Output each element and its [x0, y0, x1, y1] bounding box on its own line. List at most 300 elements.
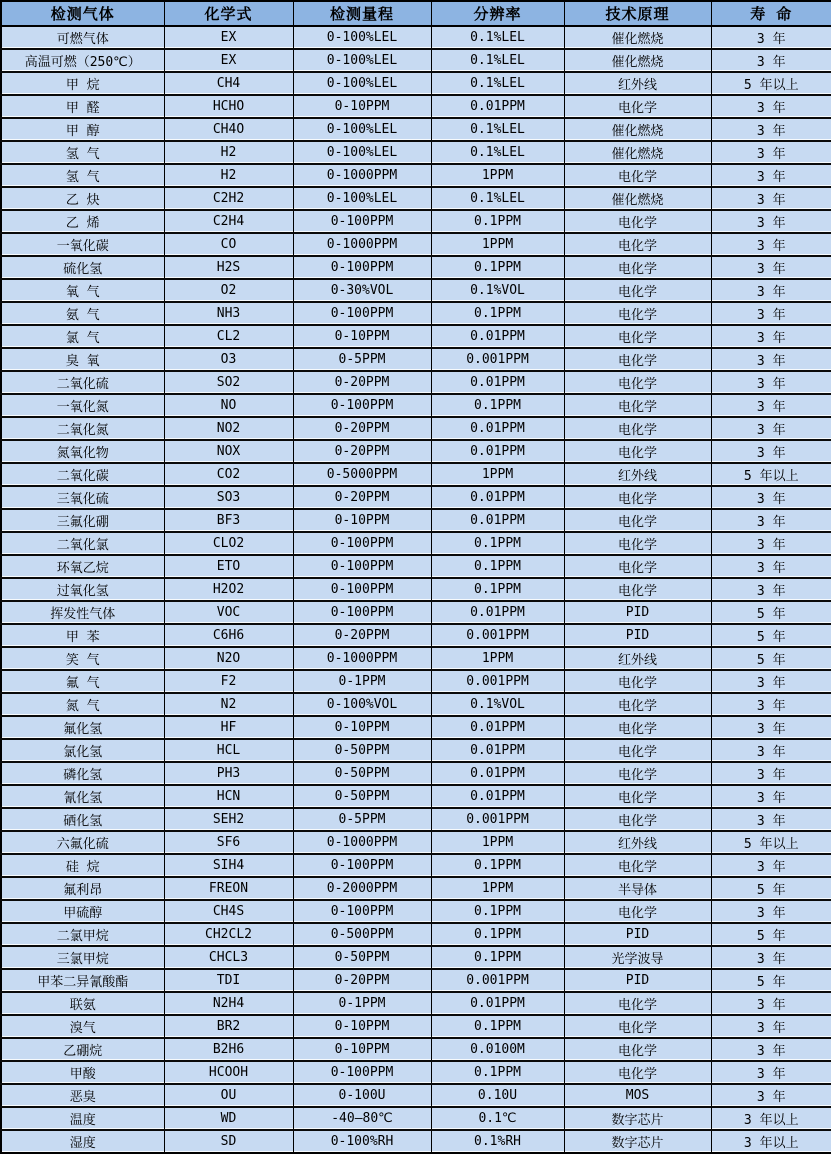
table-row [1, 877, 831, 900]
cell-chemical-formula: HCOOH [164, 1061, 293, 1084]
cell-tech-principle: 半导体 [564, 877, 711, 900]
cell-resolution: 0.01PPM [431, 601, 564, 624]
cell-lifespan: 3 年 [711, 164, 831, 187]
cell-lifespan: 3 年 [711, 371, 831, 394]
cell-lifespan: 5 年以上 [711, 72, 831, 95]
cell-tech-principle: 电化学 [564, 854, 711, 877]
cell-resolution: 0.1%LEL [431, 26, 564, 49]
cell-resolution: 0.1℃ [431, 1107, 564, 1130]
cell-tech-principle: 电化学 [564, 555, 711, 578]
table-row [1, 785, 831, 808]
cell-gas-name: 联氨 [1, 992, 164, 1015]
cell-chemical-formula: SO3 [164, 486, 293, 509]
cell-tech-principle: 催化燃烧 [564, 49, 711, 72]
cell-gas-name: 甲酸 [1, 1061, 164, 1084]
cell-gas-name: 甲硫醇 [1, 900, 164, 923]
cell-tech-principle: 电化学 [564, 486, 711, 509]
cell-lifespan: 3 年 [711, 739, 831, 762]
cell-detection-range: 0-10PPM [293, 1015, 431, 1038]
cell-lifespan: 3 年 [711, 1084, 831, 1107]
cell-chemical-formula: SO2 [164, 371, 293, 394]
table-row [1, 601, 831, 624]
cell-lifespan: 3 年 [711, 210, 831, 233]
table-row [1, 693, 831, 716]
cell-lifespan: 3 年 [711, 1061, 831, 1084]
cell-resolution: 1PPM [431, 233, 564, 256]
cell-resolution: 0.001PPM [431, 624, 564, 647]
cell-detection-range: 0-20PPM [293, 624, 431, 647]
cell-chemical-formula: H2 [164, 141, 293, 164]
cell-lifespan: 3 年 [711, 532, 831, 555]
cell-detection-range: 0-2000PPM [293, 877, 431, 900]
cell-gas-name: 挥发性气体 [1, 601, 164, 624]
cell-resolution: 0.1%LEL [431, 118, 564, 141]
table-row [1, 923, 831, 946]
table-row [1, 900, 831, 923]
cell-gas-name: 环氧乙烷 [1, 555, 164, 578]
cell-chemical-formula: EX [164, 49, 293, 72]
table-row [1, 716, 831, 739]
cell-tech-principle: 电化学 [564, 371, 711, 394]
cell-tech-principle: 电化学 [564, 693, 711, 716]
table-row [1, 417, 831, 440]
table-row [1, 141, 831, 164]
cell-chemical-formula: FREON [164, 877, 293, 900]
table-row [1, 348, 831, 371]
cell-chemical-formula: PH3 [164, 762, 293, 785]
cell-lifespan: 3 年 [711, 302, 831, 325]
cell-detection-range: 0-1PPM [293, 992, 431, 1015]
cell-resolution: 0.1PPM [431, 532, 564, 555]
cell-detection-range: 0-100U [293, 1084, 431, 1107]
cell-lifespan: 5 年 [711, 647, 831, 670]
table-row [1, 578, 831, 601]
table-row [1, 854, 831, 877]
cell-tech-principle: MOS [564, 1084, 711, 1107]
cell-detection-range: 0-20PPM [293, 371, 431, 394]
cell-resolution: 0.01PPM [431, 417, 564, 440]
cell-lifespan: 3 年 [711, 762, 831, 785]
cell-tech-principle: 红外线 [564, 647, 711, 670]
cell-detection-range: 0-1000PPM [293, 831, 431, 854]
cell-chemical-formula: NO [164, 394, 293, 417]
cell-resolution: 0.1PPM [431, 1015, 564, 1038]
cell-tech-principle: 光学波导 [564, 946, 711, 969]
cell-gas-name: 二氧化氯 [1, 532, 164, 555]
cell-gas-name: 氮 气 [1, 693, 164, 716]
cell-chemical-formula: C2H4 [164, 210, 293, 233]
cell-detection-range: 0-50PPM [293, 946, 431, 969]
cell-gas-name: 氟化氢 [1, 716, 164, 739]
table-row [1, 946, 831, 969]
cell-chemical-formula: CHCL3 [164, 946, 293, 969]
cell-detection-range: 0-100PPM [293, 302, 431, 325]
cell-lifespan: 3 年 [711, 670, 831, 693]
table-row [1, 1107, 831, 1130]
cell-gas-name: 湿度 [1, 1130, 164, 1153]
cell-tech-principle: 电化学 [564, 1015, 711, 1038]
cell-chemical-formula: HF [164, 716, 293, 739]
cell-tech-principle: 电化学 [564, 233, 711, 256]
cell-resolution: 0.01PPM [431, 739, 564, 762]
cell-lifespan: 3 年 [711, 417, 831, 440]
cell-gas-name: 三氟化硼 [1, 509, 164, 532]
cell-lifespan: 3 年 [711, 578, 831, 601]
cell-detection-range: 0-10PPM [293, 95, 431, 118]
table-row [1, 739, 831, 762]
cell-gas-name: 一氧化氮 [1, 394, 164, 417]
table-row [1, 1130, 831, 1153]
cell-detection-range: 0-1000PPM [293, 164, 431, 187]
cell-gas-name: 乙 炔 [1, 187, 164, 210]
cell-gas-name: 过氧化氢 [1, 578, 164, 601]
cell-gas-name: 氮氧化物 [1, 440, 164, 463]
cell-tech-principle: PID [564, 601, 711, 624]
cell-tech-principle: 电化学 [564, 417, 711, 440]
cell-detection-range: 0-100PPM [293, 578, 431, 601]
column-header-resolution: 分辨率 [431, 1, 564, 26]
cell-lifespan: 5 年 [711, 923, 831, 946]
cell-detection-range: 0-100PPM [293, 394, 431, 417]
cell-lifespan: 3 年 [711, 118, 831, 141]
cell-detection-range: 0-100%LEL [293, 118, 431, 141]
cell-chemical-formula: CH4S [164, 900, 293, 923]
table-row [1, 647, 831, 670]
cell-chemical-formula: C2H2 [164, 187, 293, 210]
table-row [1, 26, 831, 49]
table-row [1, 49, 831, 72]
cell-lifespan: 3 年 [711, 992, 831, 1015]
cell-lifespan: 3 年 [711, 440, 831, 463]
table-row [1, 1061, 831, 1084]
cell-lifespan: 3 年 [711, 26, 831, 49]
cell-detection-range: 0-50PPM [293, 762, 431, 785]
cell-tech-principle: 电化学 [564, 95, 711, 118]
cell-chemical-formula: NO2 [164, 417, 293, 440]
table-row [1, 164, 831, 187]
cell-lifespan: 3 年 [711, 233, 831, 256]
cell-chemical-formula: BF3 [164, 509, 293, 532]
cell-gas-name: 氢 气 [1, 164, 164, 187]
cell-detection-range: 0-100PPM [293, 532, 431, 555]
cell-resolution: 1PPM [431, 463, 564, 486]
cell-chemical-formula: CH4 [164, 72, 293, 95]
cell-resolution: 0.001PPM [431, 670, 564, 693]
cell-tech-principle: 催化燃烧 [564, 141, 711, 164]
cell-lifespan: 5 年 [711, 601, 831, 624]
cell-chemical-formula: CO2 [164, 463, 293, 486]
cell-gas-name: 氯化氢 [1, 739, 164, 762]
cell-chemical-formula: CH4O [164, 118, 293, 141]
cell-tech-principle: 电化学 [564, 900, 711, 923]
cell-resolution: 0.1PPM [431, 1061, 564, 1084]
cell-resolution: 0.1PPM [431, 302, 564, 325]
cell-gas-name: 乙硼烷 [1, 1038, 164, 1061]
cell-chemical-formula: CL2 [164, 325, 293, 348]
cell-detection-range: 0-100PPM [293, 1061, 431, 1084]
cell-tech-principle: 数字芯片 [564, 1130, 711, 1153]
cell-tech-principle: 电化学 [564, 509, 711, 532]
cell-detection-range: 0-100PPM [293, 854, 431, 877]
cell-chemical-formula: CO [164, 233, 293, 256]
cell-resolution: 0.01PPM [431, 440, 564, 463]
table-row [1, 325, 831, 348]
cell-chemical-formula: N2H4 [164, 992, 293, 1015]
cell-tech-principle: 电化学 [564, 394, 711, 417]
table-row [1, 555, 831, 578]
cell-chemical-formula: HCHO [164, 95, 293, 118]
cell-resolution: 0.1PPM [431, 555, 564, 578]
cell-lifespan: 3 年 [711, 716, 831, 739]
cell-tech-principle: 数字芯片 [564, 1107, 711, 1130]
cell-gas-name: 乙 烯 [1, 210, 164, 233]
cell-tech-principle: 电化学 [564, 440, 711, 463]
table-row [1, 509, 831, 532]
cell-chemical-formula: H2O2 [164, 578, 293, 601]
cell-resolution: 1PPM [431, 877, 564, 900]
cell-gas-name: 三氧化硫 [1, 486, 164, 509]
cell-chemical-formula: NH3 [164, 302, 293, 325]
table-row [1, 1038, 831, 1061]
cell-chemical-formula: F2 [164, 670, 293, 693]
cell-chemical-formula: H2S [164, 256, 293, 279]
cell-gas-name: 二氧化氮 [1, 417, 164, 440]
cell-tech-principle: 电化学 [564, 164, 711, 187]
cell-chemical-formula: H2 [164, 164, 293, 187]
cell-chemical-formula: CH2CL2 [164, 923, 293, 946]
cell-tech-principle: 电化学 [564, 1038, 711, 1061]
cell-chemical-formula: SIH4 [164, 854, 293, 877]
cell-resolution: 0.1%VOL [431, 279, 564, 302]
table-row [1, 210, 831, 233]
cell-chemical-formula: SD [164, 1130, 293, 1153]
cell-detection-range: 0-100%LEL [293, 26, 431, 49]
cell-gas-name: 甲 烷 [1, 72, 164, 95]
table-row [1, 302, 831, 325]
cell-gas-name: 磷化氢 [1, 762, 164, 785]
cell-lifespan: 3 年 [711, 946, 831, 969]
cell-tech-principle: 电化学 [564, 210, 711, 233]
cell-resolution: 0.0100M [431, 1038, 564, 1061]
cell-resolution: 0.1%VOL [431, 693, 564, 716]
cell-resolution: 0.10U [431, 1084, 564, 1107]
cell-chemical-formula: CLO2 [164, 532, 293, 555]
table-row [1, 486, 831, 509]
cell-detection-range: 0-1000PPM [293, 647, 431, 670]
cell-lifespan: 5 年 [711, 877, 831, 900]
cell-resolution: 0.1PPM [431, 923, 564, 946]
cell-gas-name: 硫化氢 [1, 256, 164, 279]
cell-resolution: 1PPM [431, 647, 564, 670]
cell-tech-principle: 电化学 [564, 348, 711, 371]
table-row [1, 992, 831, 1015]
cell-resolution: 0.1PPM [431, 854, 564, 877]
cell-lifespan: 3 年 [711, 785, 831, 808]
cell-lifespan: 5 年以上 [711, 463, 831, 486]
cell-tech-principle: 电化学 [564, 670, 711, 693]
cell-tech-principle: 红外线 [564, 463, 711, 486]
cell-lifespan: 3 年 [711, 854, 831, 877]
table-row [1, 394, 831, 417]
cell-resolution: 0.01PPM [431, 992, 564, 1015]
table-row [1, 532, 831, 555]
cell-lifespan: 5 年以上 [711, 831, 831, 854]
cell-tech-principle: PID [564, 969, 711, 992]
table-row [1, 624, 831, 647]
cell-detection-range: 0-100PPM [293, 210, 431, 233]
cell-lifespan: 3 年 [711, 509, 831, 532]
cell-gas-name: 氟利昂 [1, 877, 164, 900]
cell-detection-range: 0-5PPM [293, 348, 431, 371]
cell-gas-name: 六氟化硫 [1, 831, 164, 854]
cell-detection-range: 0-100%LEL [293, 141, 431, 164]
column-header-range: 检测量程 [293, 1, 431, 26]
cell-gas-name: 氧 气 [1, 279, 164, 302]
cell-detection-range: 0-100PPM [293, 555, 431, 578]
cell-gas-name: 氰化氢 [1, 785, 164, 808]
cell-resolution: 0.1%LEL [431, 72, 564, 95]
cell-detection-range: 0-5000PPM [293, 463, 431, 486]
cell-resolution: 0.001PPM [431, 808, 564, 831]
cell-tech-principle: 红外线 [564, 72, 711, 95]
cell-gas-name: 甲 醛 [1, 95, 164, 118]
cell-resolution: 0.1PPM [431, 394, 564, 417]
cell-chemical-formula: N2O [164, 647, 293, 670]
cell-detection-range: 0-20PPM [293, 440, 431, 463]
cell-tech-principle: PID [564, 624, 711, 647]
cell-resolution: 0.1PPM [431, 900, 564, 923]
cell-chemical-formula: ETO [164, 555, 293, 578]
cell-chemical-formula: TDI [164, 969, 293, 992]
cell-resolution: 0.01PPM [431, 486, 564, 509]
cell-tech-principle: 电化学 [564, 716, 711, 739]
cell-lifespan: 3 年以上 [711, 1130, 831, 1153]
cell-gas-name: 温度 [1, 1107, 164, 1130]
cell-chemical-formula: O2 [164, 279, 293, 302]
cell-chemical-formula: OU [164, 1084, 293, 1107]
cell-resolution: 0.01PPM [431, 762, 564, 785]
cell-lifespan: 3 年 [711, 49, 831, 72]
cell-gas-name: 二氧化碳 [1, 463, 164, 486]
cell-gas-name: 臭 氧 [1, 348, 164, 371]
table-row [1, 762, 831, 785]
cell-detection-range: 0-100%RH [293, 1130, 431, 1153]
cell-tech-principle: 电化学 [564, 279, 711, 302]
cell-detection-range: 0-5PPM [293, 808, 431, 831]
cell-gas-name: 氟 气 [1, 670, 164, 693]
cell-chemical-formula: C6H6 [164, 624, 293, 647]
cell-lifespan: 3 年 [711, 279, 831, 302]
table-row [1, 118, 831, 141]
cell-lifespan: 3 年 [711, 808, 831, 831]
cell-gas-name: 甲 苯 [1, 624, 164, 647]
cell-resolution: 0.01PPM [431, 716, 564, 739]
cell-lifespan: 3 年 [711, 1015, 831, 1038]
cell-resolution: 0.1%LEL [431, 49, 564, 72]
cell-gas-name: 高温可燃（250℃） [1, 49, 164, 72]
cell-gas-name: 可燃气体 [1, 26, 164, 49]
cell-detection-range: 0-100PPM [293, 256, 431, 279]
cell-detection-range: 0-10PPM [293, 325, 431, 348]
cell-chemical-formula: BR2 [164, 1015, 293, 1038]
cell-chemical-formula: N2 [164, 693, 293, 716]
cell-gas-name: 笑 气 [1, 647, 164, 670]
cell-resolution: 0.01PPM [431, 325, 564, 348]
cell-detection-range: 0-20PPM [293, 486, 431, 509]
cell-gas-name: 硅 烷 [1, 854, 164, 877]
table-row [1, 831, 831, 854]
cell-tech-principle: PID [564, 923, 711, 946]
cell-resolution: 0.1%LEL [431, 141, 564, 164]
cell-chemical-formula: WD [164, 1107, 293, 1130]
cell-resolution: 0.01PPM [431, 509, 564, 532]
cell-detection-range: 0-100%LEL [293, 187, 431, 210]
cell-detection-range: 0-500PPM [293, 923, 431, 946]
cell-resolution: 0.01PPM [431, 785, 564, 808]
table-header-row [1, 1, 831, 26]
cell-lifespan: 3 年 [711, 394, 831, 417]
cell-chemical-formula: HCL [164, 739, 293, 762]
cell-tech-principle: 电化学 [564, 762, 711, 785]
cell-lifespan: 3 年 [711, 1038, 831, 1061]
table-row [1, 670, 831, 693]
cell-lifespan: 3 年 [711, 141, 831, 164]
cell-chemical-formula: HCN [164, 785, 293, 808]
cell-tech-principle: 电化学 [564, 578, 711, 601]
cell-lifespan: 5 年 [711, 969, 831, 992]
cell-detection-range: 0-1PPM [293, 670, 431, 693]
cell-tech-principle: 电化学 [564, 808, 711, 831]
column-header-lifespan: 寿 命 [711, 1, 831, 26]
cell-detection-range: -40—80℃ [293, 1107, 431, 1130]
cell-tech-principle: 红外线 [564, 831, 711, 854]
table-body [1, 26, 831, 1153]
cell-resolution: 1PPM [431, 831, 564, 854]
cell-gas-name: 甲 醇 [1, 118, 164, 141]
cell-lifespan: 3 年 [711, 900, 831, 923]
cell-lifespan: 3 年以上 [711, 1107, 831, 1130]
table-row [1, 187, 831, 210]
cell-gas-name: 氯 气 [1, 325, 164, 348]
cell-gas-name: 二氯甲烷 [1, 923, 164, 946]
cell-gas-name: 一氧化碳 [1, 233, 164, 256]
cell-tech-principle: 催化燃烧 [564, 118, 711, 141]
cell-resolution: 0.01PPM [431, 371, 564, 394]
table-row [1, 1015, 831, 1038]
cell-detection-range: 0-10PPM [293, 1038, 431, 1061]
cell-lifespan: 3 年 [711, 95, 831, 118]
cell-tech-principle: 催化燃烧 [564, 26, 711, 49]
cell-tech-principle: 电化学 [564, 739, 711, 762]
cell-gas-name: 二氧化硫 [1, 371, 164, 394]
cell-detection-range: 0-30%VOL [293, 279, 431, 302]
cell-resolution: 0.01PPM [431, 95, 564, 118]
cell-detection-range: 0-50PPM [293, 785, 431, 808]
cell-tech-principle: 电化学 [564, 325, 711, 348]
cell-detection-range: 0-10PPM [293, 509, 431, 532]
table-row [1, 440, 831, 463]
cell-detection-range: 0-100%VOL [293, 693, 431, 716]
table-row [1, 72, 831, 95]
cell-lifespan: 3 年 [711, 256, 831, 279]
cell-detection-range: 0-10PPM [293, 716, 431, 739]
cell-chemical-formula: NOX [164, 440, 293, 463]
cell-gas-name: 硒化氢 [1, 808, 164, 831]
cell-detection-range: 0-20PPM [293, 417, 431, 440]
column-header-formula: 化学式 [164, 1, 293, 26]
cell-gas-name: 甲苯二异氰酸酯 [1, 969, 164, 992]
cell-gas-name: 溴气 [1, 1015, 164, 1038]
